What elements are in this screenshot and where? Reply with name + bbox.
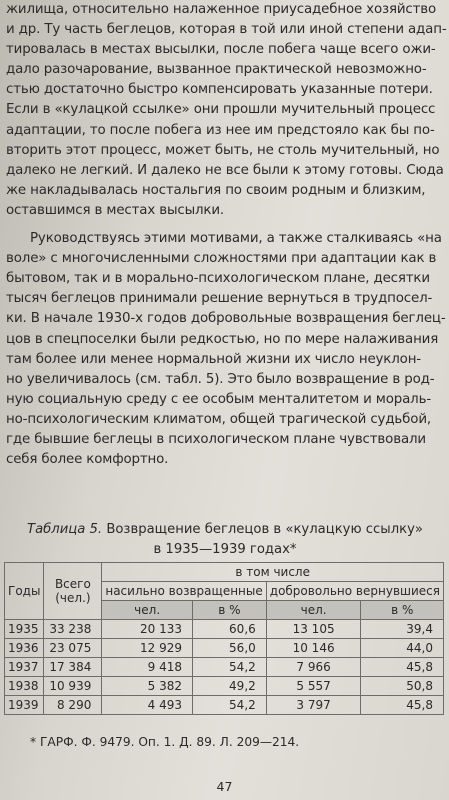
text-line: оставшимся в местах высылки. [6,202,225,218]
header-voluntary-people: чел. [266,601,361,620]
text-line: и др. Ту часть беглецов, которая в той или иной степени адап- [6,22,447,38]
table-body [5,620,444,715]
text-line: жилища, относительно налаженное приусадебное хозяйство [6,2,437,17]
cell-forced-p: 49,2 [192,677,266,696]
header-voluntary: добровольно вернувшиеся [266,582,443,601]
table-row [5,639,444,658]
cell-forced-n: 5 382 [102,677,193,696]
cell-year: 1937 [5,658,44,677]
text-line: тировалась в местах высылки, после побега чаще всего ожи- [6,42,436,58]
header-voluntary-percent: в % [361,601,444,620]
text-line: тысяч беглецов принимали решение вернуться в трудпосел- [6,291,433,307]
text-line: цов в спецпоселки были редкостью, но по мере налаживания [6,331,439,347]
cell-total: 23 075 [44,639,102,658]
text-line: далеко не легкий. И далеко не все были к этому готовы. Сюда [6,162,444,178]
text-line: же накладывалась ностальгия по своим родным и близким, [6,182,426,198]
cell-vol-n: 13 105 [266,620,361,639]
cell-total: 10 939 [44,677,102,696]
paragraph-1 [6,0,447,221]
table-row [5,696,444,715]
text-line: там более или менее нормальной жизни их число неуклон- [6,351,421,367]
cell-vol-p: 45,8 [361,696,444,715]
page-number: 47 [216,779,233,794]
text-line: Руководствуясь этими мотивами, а также сталкиваясь «на [30,231,442,247]
body-text [6,0,447,470]
cell-year: 1938 [5,677,44,696]
text-line: адаптации, то после побега из нее им предстояло как бы по- [6,122,435,138]
text-line: вторить этот процесс, может быть, не столь мучительный, но [6,142,440,158]
cell-forced-n: 12 929 [102,639,193,658]
cell-forced-p: 56,0 [192,639,266,658]
cell-vol-p: 44,0 [361,639,444,658]
footnote: * ГАРФ. Ф. 9479. Оп. 1. Д. 89. Л. 209—214. [30,735,300,749]
table-caption-label: Таблица 5. [27,522,103,537]
cell-year: 1935 [5,620,44,639]
header-forced-people: чел. [102,601,193,620]
cell-vol-n: 10 146 [266,639,361,658]
text-line: ки. В начале 1930-х годов добровольные возвращения беглец- [6,311,446,327]
text-line: где бывшие беглецы в психологическом плане чувствовали [6,431,426,447]
cell-forced-n: 9 418 [102,658,193,677]
text-line: но-психологическим климатом, общей трагической судьбой, [6,411,431,427]
text-line: ную социальную среду с ее особым менталитетом и мораль- [6,391,432,407]
text-line: Если в «кулацкой ссылке» они прошли мучительный процесс [6,102,436,118]
cell-year: 1936 [5,639,44,658]
table-row [5,677,444,696]
cell-vol-p: 39,4 [361,620,444,639]
header-total: Всего (чел.) [44,563,102,620]
text-line: себя более комфортно. [6,452,169,468]
paragraph-2 [6,229,446,470]
cell-vol-n: 3 797 [266,696,361,715]
header-forced-percent: в % [192,601,266,620]
text-line: дало разочарование, вызванное практической невозможно- [6,62,427,78]
cell-total: 8 290 [44,696,102,715]
cell-forced-p: 60,6 [192,620,266,639]
cell-total: 33 238 [44,620,102,639]
table-row [5,620,444,639]
cell-forced-n: 4 493 [102,696,193,715]
table-caption-title: Возвращение беглецов в «кулацкую ссылку» [102,522,423,537]
table-row [5,658,444,677]
text-line: но увеличивалось (см. табл. 5). Это было возвращение в род- [6,371,435,387]
cell-vol-n: 5 557 [266,677,361,696]
text-line: воле» с многочисленными сложностями при адаптации как в [6,251,437,267]
text-line: стью достаточно быстро компенсировать указанные потери. [6,82,433,98]
header-including: в том числе [102,563,444,582]
table-caption [20,520,430,560]
cell-forced-p: 54,2 [192,658,266,677]
returns-table [4,562,444,715]
cell-total: 17 384 [44,658,102,677]
cell-vol-p: 45,8 [361,658,444,677]
header-years: Годы [5,563,44,620]
cell-vol-p: 50,8 [361,677,444,696]
cell-vol-n: 7 966 [266,658,361,677]
header-forced: насильно возвращенные [102,582,266,601]
cell-forced-p: 54,2 [192,696,266,715]
cell-forced-n: 20 133 [102,620,193,639]
cell-year: 1939 [5,696,44,715]
table-caption-subtitle: в 1935—1939 годах* [153,542,297,557]
text-line: бытовом, так и в морально-психологическом плане, десятки [6,271,430,287]
